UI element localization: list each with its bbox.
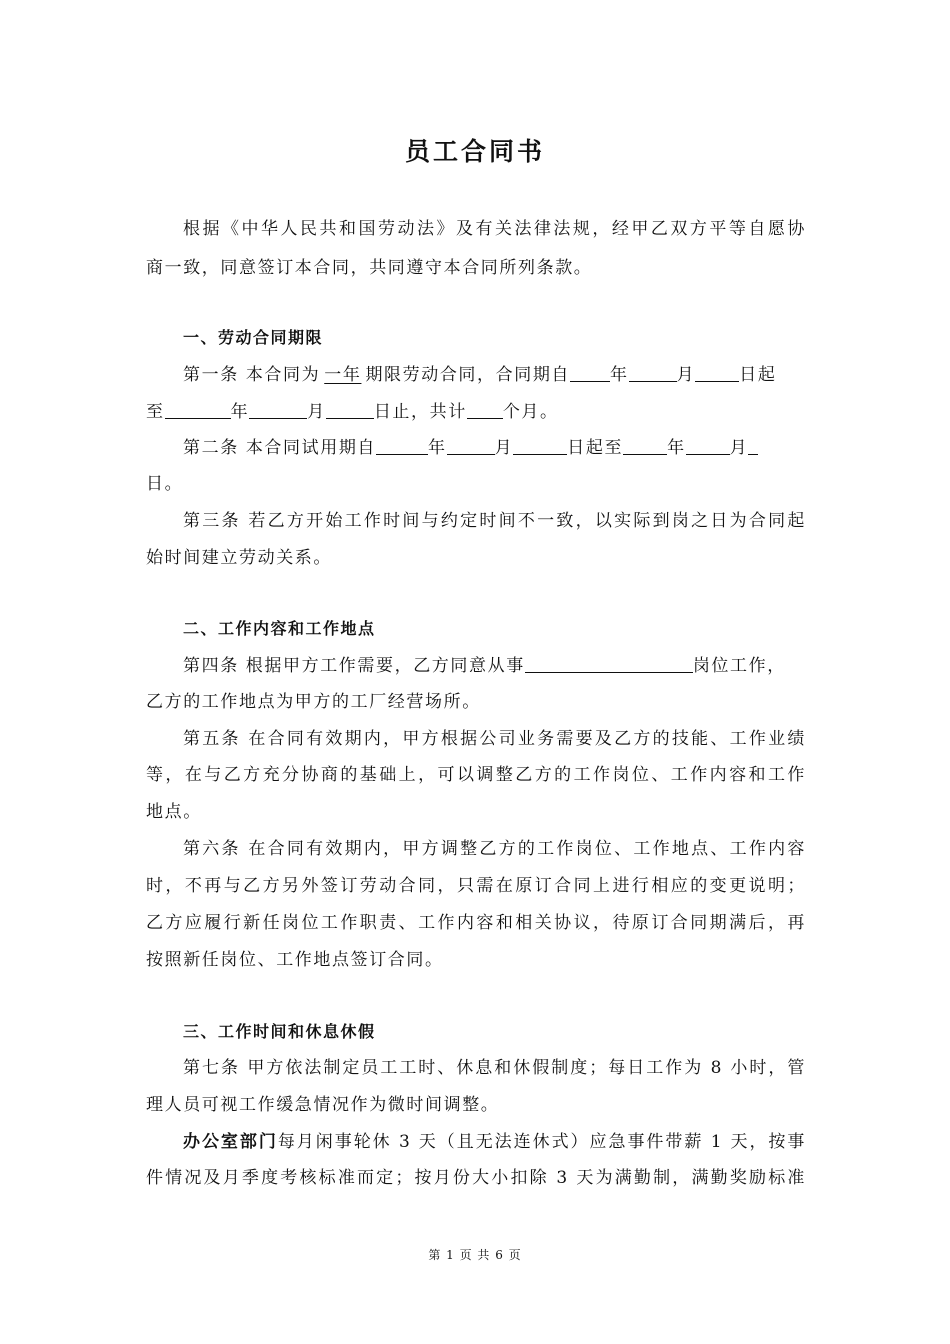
article-1-line-2 [146,400,806,424]
probation-end-day-blank[interactable] [748,436,758,455]
article-7-line-2: 理人员可视工作缓急情况作为微时间调整。 [146,1095,500,1115]
month-label: 月 [729,438,749,458]
article-5-line-2: 等，在与乙方充分协商的基础上，可以调整乙方的工作岗位、工作内容和工作 [146,765,806,785]
year-label: 年 [667,438,686,458]
article-5-line-1: 第五条 在合同有效期内，甲方根据公司业务需要及乙方的技能、工作业绩 [183,729,806,749]
article-2-text: 本合同试用期自 [245,438,377,458]
year-label: 年 [610,365,629,385]
end-month-blank[interactable] [249,400,307,419]
office-dept-line-1 [183,1130,806,1154]
office-dept-label: 办公室部门 [183,1132,278,1152]
article-6-line-3: 乙方应履行新任岗位工作职责、工作内容和相关协议，待原订合同期满后，再 [146,913,806,933]
article-6-line-2: 时，不再与乙方另外签订劳动合同，只需在原订合同上进行相应的变更说明； [146,876,806,896]
office-dept-line-2: 件情况及月季度考核标准而定；按月份大小扣除 3 天为满勤制，满勤奖励标准 [146,1168,806,1188]
article-2-line-1 [183,436,806,460]
article-1-text-b: 期限劳动合同，合同期自 [365,365,571,385]
article-3-line-2: 始时间建立劳动关系。 [146,548,332,568]
section-1-heading: 一、劳动合同期限 [183,328,324,347]
article-6-line-4: 按照新任岗位、工作地点签订合同。 [146,950,444,970]
start-day-blank[interactable] [695,363,739,382]
preamble-line-2: 商一致，同意签订本合同，共同遵守本合同所列条款。 [146,258,593,278]
day-end-label: 日止，共计 [373,402,467,422]
day-from-label: 日起 [739,365,777,385]
probation-end-year-blank[interactable] [623,436,667,455]
year-label: 年 [230,402,250,422]
start-month-blank[interactable] [629,363,677,382]
preamble-line-1: 根据《中华人民共和国劳动法》及有关法律法规，经甲乙双方平等自愿协 [183,219,806,239]
probation-start-year-blank[interactable] [376,436,428,455]
months-label: 个月。 [502,402,559,422]
article-6-line-1: 第六条 在合同有效期内，甲方调整乙方的工作岗位、工作地点、工作内容 [183,839,806,859]
end-year-blank[interactable] [165,400,231,419]
article-4-line-1 [183,654,806,678]
month-label: 月 [307,402,326,422]
section-2-heading: 二、工作内容和工作地点 [183,619,376,638]
article-4-text-a: 第四条 根据甲方工作需要，乙方同意从事 [183,656,525,676]
article-7-line-1: 第七条 甲方依法制定员工工时、休息和休假制度；每日工作为 8 小时，管 [183,1058,806,1078]
position-blank[interactable] [525,654,693,673]
article-4-text-b: 岗位工作， [692,656,786,676]
document-title: 员工合同书 [404,137,545,166]
month-label: 月 [676,365,696,385]
page-footer: 第 1 页 共 6 页 [428,1248,522,1262]
probation-start-month-blank[interactable] [447,436,495,455]
to-label: 至 [146,402,165,422]
article-5-line-3: 地点。 [146,802,202,822]
article-2-label: 第二条 [183,438,239,458]
article-1-label: 第一条 [183,365,239,385]
contract-term-field[interactable]: 一年 [324,365,362,385]
article-1-text-a: 本合同为 [245,365,321,385]
article-2-line-2: 日。 [146,474,184,494]
office-dept-text: 每月闲事轮休 3 天（且无法连休式）应急事件带薪 1 天，按事 [277,1132,806,1152]
month-label: 月 [494,438,514,458]
article-3-line-1: 第三条 若乙方开始工作时间与约定时间不一致，以实际到岗之日为合同起 [183,511,806,531]
probation-start-day-blank[interactable] [513,436,567,455]
day-to-label: 日起至 [567,438,624,458]
end-day-blank[interactable] [326,400,374,419]
start-year-blank[interactable] [570,363,610,382]
article-1-line-1 [183,363,806,387]
article-4-line-2: 乙方的工作地点为甲方的工厂经营场所。 [146,692,481,712]
probation-end-month-blank[interactable] [686,436,730,455]
year-label: 年 [428,438,447,458]
section-3-heading: 三、工作时间和休息休假 [183,1022,376,1041]
total-months-blank[interactable] [467,400,503,419]
